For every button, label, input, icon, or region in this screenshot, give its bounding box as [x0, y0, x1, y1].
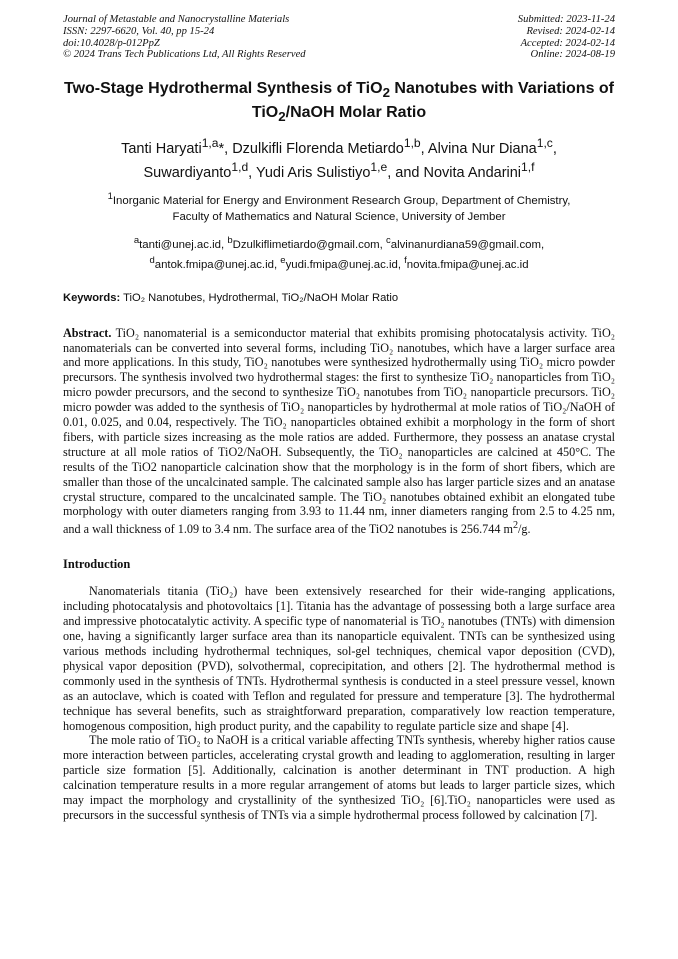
abstract: Abstract. TiO₂ nanomaterial is a semiconductor material that exhibits promising photocatalysis activity. TiO₂ nanomaterials can be converted into several forms, including TiO₂ nanotubes, which have a larger surface area and more applications. In this study, TiO₂ nanotubes were synthesized hydrothermally using TiO₂ micro powder precursors. The synthesis involved two hydrothermal stages: the first to synthesize TiO₂ nanoparticles from TiO₂ micro powder precursors, and the second to synthesize TiO₂ nanotubes from TiO₂ nanoparticle precursors. TiO₂ micro powder was added to the synthesis of TiO₂ nanoparticles by hydrothermal at mole ratios of TiO₂/NaOH of 0.01, 0.025, and 0.04, respectively. The TiO₂ nanoparticles obtained exhibit a morphology in the form of short fibers, with particle sizes increasing as the mole ratios are added. Furthermore, they possess an anatase crystal structure at all mole ratios of TiO2/NaOH. Subsequently, the TiO₂ nanoparticles are calcined at 450°C. The results of the TiO2 nanoparticle calcination show that the morphology is in the form of short fibers, which are smaller than those of the uncalcinated sample. The calcinated sample also has larger particle sizes and an anatase crystal structure, compared to the uncalcinated sample. The TiO₂ nanotubes obtained exhibit an elongated tube morphology with outer diameters ranging from 3.93 to 11.44 nm, inner diameters ranging from 2.5 to 4.25 nm, and a wall thickness of 1.09 to 3.4 nm. The surface area of the TiO2 nanotubes is 256.744 $m^2/g$.	[63, 325, 615, 537]
paragraph: Nanomaterials titania (TiO₂) have been extensively researched for their wide-ranging applications, including photocatalysis and photovoltaics [1]. Titania has the advantage of possessing both a large surface area and impressive photocatalytic activity. A specific type of nanomaterial is TiO₂ nanotubes (TNTs) with dimension one, having a significantly larger surface area than its nanoparticle equivalent. TNTs can be synthesized using various methods including hydrothermal techniques, sol-gel techniques, chemical vapor deposition (CVD), physical vapor deposition (PVD), solvothermal, coprecipitation, and others [2]. The hydrothermal method is commonly used in the synthesis of TNTs. Hydrothermal synthesis is conducted in a steel pressure vessel, known as an autoclave, which is coated with Teflon and regulated for pressure and temperature [3]. The hydrothermal technique has several benefits, such as straightforward preparation, comparatively low reaction temperature, homogenous composition, high product purity, and the capability to regulate particle size and shape [4].	[63, 584, 615, 733]
email-link[interactable]: antok.fmipa@unej.ac.id,	[154, 259, 281, 272]
abstract-text: TiO₂ nanomaterial is a semiconductor material that exhibits promising photocatalysis activity. TiO₂ nanomaterials can be converted into several forms, including TiO₂ nanotubes, which have a larger surface area and more applications. In this study, TiO₂ nanotubes were synthesized hydrothermally using TiO₂ micro powder precursors. The synthesis involved two hydrothermal stages: the first to synthesize TiO₂ nanoparticles from TiO₂ micro powder precursors, and the second to synthesize TiO₂ nanotubes from TiO₂ nanoparticle precursors. TiO₂ micro powder was added to the synthesis of TiO₂ nanoparticles by hydrothermal at mole ratios of TiO₂/NaOH of 0.01, 0.025, and 0.04, respectively. The TiO₂ nanoparticles obtained exhibit a morphology in the form of short fibers, with particle sizes increasing as the mole ratios are added. Furthermore, they possess an anatase crystal structure at all mole ratios of TiO2/NaOH. Subsequently, the TiO₂ nanoparticles are calcined at 450°C. The results of the TiO2 nanoparticle calcination show that the morphology is in the form of short fibers, which are smaller than those of the uncalcinated sample. The calcinated sample also has larger particle sizes and an anatase crystal structure, compared to the uncalcinated sample. The TiO₂ nanotubes obtained exhibit an elongated tube morphology with outer diameters ranging from 3.93 to 11.44 nm, inner diameters ranging from 2.5 to 4.25 nm, and a wall thickness of 1.09 to 3.4 nm. The surface area of the TiO2 nanotubes is 256.744 m	[63, 325, 615, 537]
author: Tanti Haryati	[121, 140, 202, 157]
email-link[interactable]: tanti@unej.ac.id,	[139, 238, 228, 251]
email-link[interactable]: novita.fmipa@unej.ac.id	[406, 259, 529, 272]
email-link[interactable]: yudi.fmipa@unej.ac.id,	[285, 259, 405, 272]
issn: ISSN: 2297-6620, Vol. 40, pp 15-24	[63, 25, 215, 37]
email-link[interactable]: alvinanurdiana59@gmail.com,	[390, 238, 545, 251]
email-link[interactable]: Dzulkiflimetiardo@gmail.com,	[232, 238, 386, 251]
keywords-label: Keywords:	[63, 291, 121, 304]
date-submitted: Submitted: 2023-11-24	[517, 14, 615, 25]
author: Alvina Nur Diana	[427, 140, 537, 157]
author: Dzulkifli Florenda Metiardo	[232, 140, 404, 157]
date-accepted: Accepted: 2024-02-14	[520, 37, 615, 49]
date-online: Online: 2024-08-19	[530, 49, 615, 61]
affiliation: $^1$Inorganic Material for Energy and Environment Research Group, Department of Chemistry, Faculty of Mathematics and Natural Science, University of Jember	[107, 191, 571, 223]
author: Yudi Aris Sulistiyo	[255, 165, 371, 182]
keywords	[63, 292, 615, 304]
abstract-label: Abstract.	[63, 325, 112, 340]
running-header	[63, 14, 615, 61]
author-list: Tanti Haryati$^{1,a}$*, Dzulkifli Florenda Metiardo$^{1,b}$, Alvina Nur Diana$^{1,c}$, Suwardiyanto$^{1,d}$, Yudi Aris Sulistiyo$^{1,e}$, and Novita Andarini$^{1,f}$	[121, 135, 557, 182]
paper-title: Two-Stage Hydrothermal Synthesis of TiO$_2$ Nanotubes with Variations of TiO$_2$/NaOH Molar Ratio	[63, 80, 615, 125]
copyright: © 2024 Trans Tech Publications Ltd, All Rights Reserved	[63, 49, 306, 61]
keywords-text: TiO₂ Nanotubes, Hydrothermal, TiO₂/NaOH Molar Ratio	[123, 291, 399, 304]
journal-name: Journal of Metastable and Nanocrystalline Materials	[63, 14, 290, 25]
paragraph: The mole ratio of TiO₂ to NaOH is a critical variable affecting TNTs synthesis, whereby higher ratios cause more interaction between particles, accelerating crystal growth and leading to agglomeration, resulting in larger particle size formation [5]. Additionally, calcination is another determinant in TNT production. A high calcination temperature results in a more regular arrangement of atoms but leads to larger particle sizes, which may impact the morphology and crystallinity of the synthesized TiO₂ [6].TiO₂ nanoparticles were used as precursors in the successful synthesis of TNTs via a simple hydrothermal process followed by calcination [7].	[63, 733, 615, 822]
section-heading: Introduction	[63, 557, 131, 572]
author: Suwardiyanto	[143, 165, 232, 182]
header-left	[63, 14, 306, 61]
header-right	[518, 14, 615, 61]
author: Novita Andarini	[423, 165, 522, 182]
date-revised: Revised: 2024-02-14	[526, 25, 615, 37]
page	[63, 14, 615, 823]
doi: doi:10.4028/p-012PpZ	[63, 37, 160, 49]
email-list: $^a$tanti@unej.ac.id, $^b$Dzulkiflimetiardo@gmail.com, $^c$alvinanurdiana59@gmail.com, $^d$antok.fmipa@unej.ac.id, $^e$yudi.fmipa@unej.ac.id, $^f$novita.fmipa@unej.ac.id	[133, 235, 545, 272]
